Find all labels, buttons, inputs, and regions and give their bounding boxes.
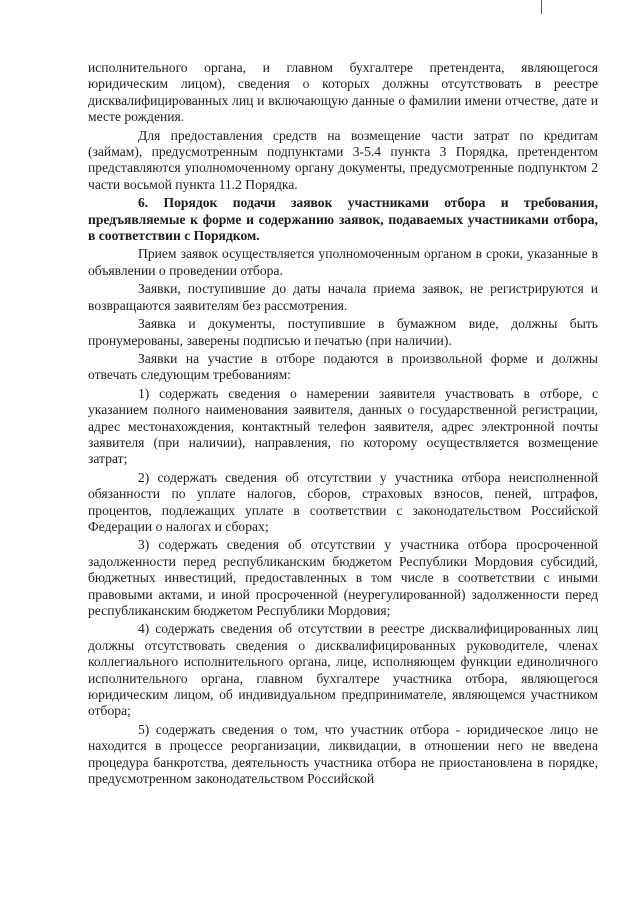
document-page bbox=[88, 60, 598, 787]
paragraph-requirements-intro: Заявки на участие в отборе подаются в произвольной форме и должны отвечать следующим требованиям: bbox=[88, 350, 598, 383]
requirement-item-5: 5) содержать сведения о том, что участник отбора - юридическое лицо не находится в процессе реорганизации, ликвидации, в отношении него не введена процедура банкротства, деятельность участника отбора не приостановлена в порядке, предусмотренном законодательством Российской bbox=[88, 721, 598, 787]
paragraph-acceptance: Прием заявок осуществляется уполномоченным органом в сроки, указанные в объявлении о проведении отбора. bbox=[88, 246, 598, 278]
paragraph-paper-documents: Заявка и документы, поступившие в бумажном виде, должны быть пронумерованы, заверены подписью и печатью (при наличии). bbox=[88, 316, 598, 348]
requirement-item-1: 1) содержать сведения о намерении заявителя участвовать в отборе, с указанием полного наименования заявителя, данных о государственной регистрации, адрес местонахождения, контактный телефон заявителя, адрес электронной почты заявителя (при наличии), направления, по которому осуществляется возмещение затрат; bbox=[88, 385, 598, 467]
paragraph-early-applications: Заявки, поступившие до даты начала приема заявок, не регистрируются и возвращаются заявителям без рассмотрения. bbox=[88, 281, 598, 313]
paragraph-credit-reimbursement: Для предоставления средств на возмещение части затрат по кредитам (займам), предусмотренным подпунктами 3-5.4 пункта 3 Порядка, претендентом представляются уполномоченному органу документы, предусмотренные подпунктом 2 части восьмой пункта 11.2 Порядка. bbox=[88, 127, 598, 192]
scan-edge-mark bbox=[541, 0, 542, 14]
requirement-item-2: 2) содержать сведения об отсутствии у участника отбора неисполненной обязанности по уплате налогов, сборов, страховых взносов, пеней, штрафов, процентов, подлежащих уплате в соответствии с законодательством Российской Федерации о налогах и сборах; bbox=[88, 469, 598, 534]
requirement-item-3: 3) содержать сведения об отсутствии у участника отбора просроченной задолженности перед республиканским бюджетом Республики Мордовия субсидий, бюджетных инвестиций, предоставленных в том числе в соответствии с иными правовыми актами, и иной просроченной (неурегулированной) задолженности перед республиканским бюджетом Республики Мордовия; bbox=[88, 537, 598, 618]
section-heading-6: 6. Порядок подачи заявок участниками отбора и требования, предъявляемые к форме и содержанию заявок, подаваемых участниками отбора, в соответствии с Порядком. bbox=[88, 195, 598, 244]
requirement-item-4: 4) содержать сведения об отсутствии в реестре дисквалифицированных лиц должны отсутствовать сведения о дисквалифицированных руководителе, членах коллегиального исполнительного органа, лице, исполняющем функции единоличного исполнительного органа, главном бухгалтере участника отбора, являющегося юридическим лицом, об индивидуальном предпринимателе, являющемся участником отбора; bbox=[88, 621, 598, 719]
paragraph-continuation: исполнительного органа, и главном бухгалтере претендента, являющегося юридическим лицом), сведения о которых должны отсутствовать в реестре дисквалифицированных лиц и включающую данные о фамилии имени отчестве, дате и месте рождения. bbox=[88, 60, 598, 125]
